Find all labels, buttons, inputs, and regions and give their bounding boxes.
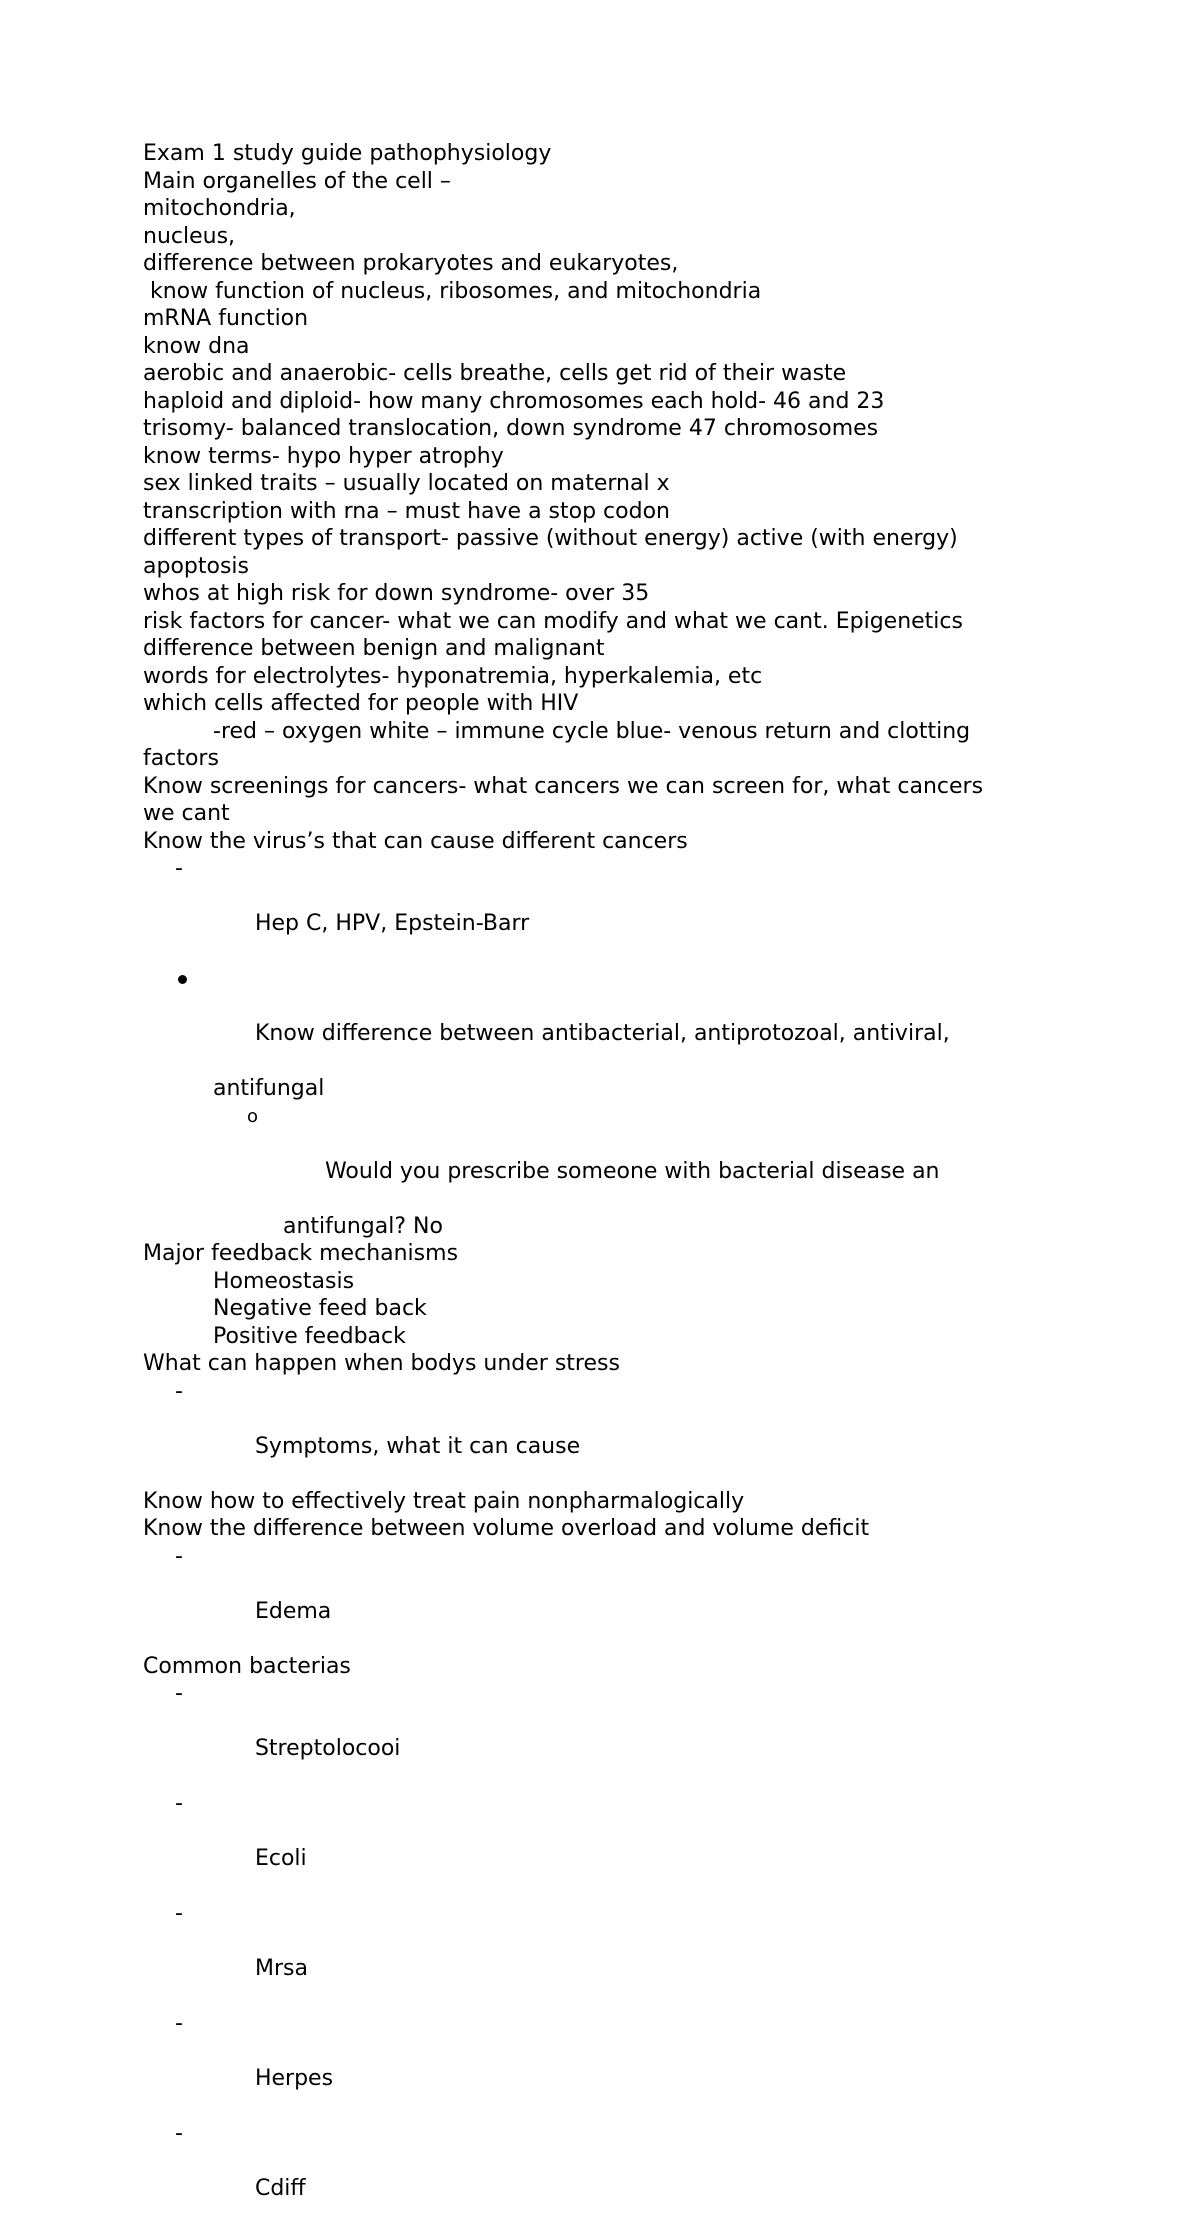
dash-bullet: - [175,2121,183,2146]
text-line: nucleus, [143,223,236,249]
list-item-text: Symptoms, what it can cause [254,1433,581,1459]
text-line-indented: Homeostasis [213,1268,355,1294]
dash-bullet: - [175,1901,183,1926]
text-line: risk factors for cancer- what we can modify and what we cant. Epigenetics [143,608,963,634]
list-item-text: Edema [254,1598,332,1624]
text-line: aerobic and anaerobic- cells breathe, cells get rid of their waste [143,361,847,386]
text-line-indented: Positive feedback [213,1323,406,1349]
list-item [143,1680,1063,1790]
text-line: we cant [143,801,230,826]
sub-list-item-continuation: antifungal? No [283,1213,443,1239]
text-line: difference between benign and malignant [143,636,605,661]
text-line: trisomy- balanced translocation, down syndrome 47 chromosomes [143,416,879,441]
list-item [143,2120,1063,2230]
text-line: words for electrolytes- hyponatremia, hyperkalemia, etc [143,663,763,689]
dash-bullet: - [175,1378,183,1404]
document-title: Exam 1 study guide pathophysiology [143,141,552,166]
text-line: difference between prokaryotes and eukaryotes, [143,251,679,276]
dash-bullet: - [175,1543,183,1569]
list-item [143,1900,1063,2010]
list-item [143,1378,1063,1488]
text-line: Common bacterias [143,1653,351,1679]
text-line: know terms- hypo hyper atrophy [143,443,504,469]
text-line: know function of nucleus, ribosomes, and mitochondria [143,278,762,304]
text-line: know dna [143,333,250,359]
list-item-text: Cdiff [254,2176,306,2201]
text-line: Main organelles of the cell – [143,168,451,194]
list-item-text: Know difference between antibacterial, antiprotozoal, antiviral, [254,1021,950,1046]
sub-list-item [143,1103,1063,1213]
text-line: transcription with rna – must have a stop codon [143,498,670,524]
list-item [143,855,1063,965]
sub-list-item-text: Would you prescribe someone with bacterial disease an [324,1158,940,1184]
bullet-dot-icon [178,975,187,984]
text-line-indented: Negative feed back [213,1296,427,1321]
text-line: Know the virus’s that can cause different cancers [143,828,688,854]
dash-bullet: - [175,1681,183,1706]
list-item-text: Herpes [254,2066,334,2091]
text-line: whos at high risk for down syndrome- over 35 [143,581,650,606]
text-line: Know screenings for cancers- what cancers we can screen for, what cancers [143,773,984,799]
text-line: mRNA function [143,306,309,331]
text-line: apoptosis [143,553,249,579]
list-item [143,1543,1063,1653]
list-item-text: Streptolocooi [254,1736,401,1761]
text-line: factors [143,746,219,771]
text-line: sex linked traits – usually located on maternal x [143,471,670,496]
list-item [143,965,1063,1075]
text-line: What can happen when bodys under stress [143,1351,620,1376]
circle-bullet: o [247,1105,259,1127]
document-body [143,140,1063,2230]
dash-bullet: - [175,1791,183,1816]
text-line: which cells affected for people with HIV [143,691,579,716]
text-line: different types of transport- passive (without energy) active (with energy) [143,526,958,551]
list-item-continuation: antifungal [213,1076,325,1101]
text-line: Know how to effectively treat pain nonpharmalogically [143,1488,745,1514]
list-item [143,2010,1063,2120]
list-item [143,1790,1063,1900]
text-line: mitochondria, [143,196,296,221]
dash-bullet: - [175,856,183,881]
list-item-text: Mrsa [254,1956,308,1981]
list-item-text: Hep C, HPV, Epstein-Barr [254,911,530,936]
list-item-text: Ecoli [254,1846,307,1871]
dash-bullet: - [175,2011,183,2036]
text-line: Know the difference between volume overload and volume deficit [143,1516,870,1541]
text-line: haploid and diploid- how many chromosomes each hold- 46 and 23 [143,388,885,414]
text-line-indented: -red – oxygen white – immune cycle blue- venous return and clotting [213,718,971,744]
text-line: Major feedback mechanisms [143,1241,459,1266]
